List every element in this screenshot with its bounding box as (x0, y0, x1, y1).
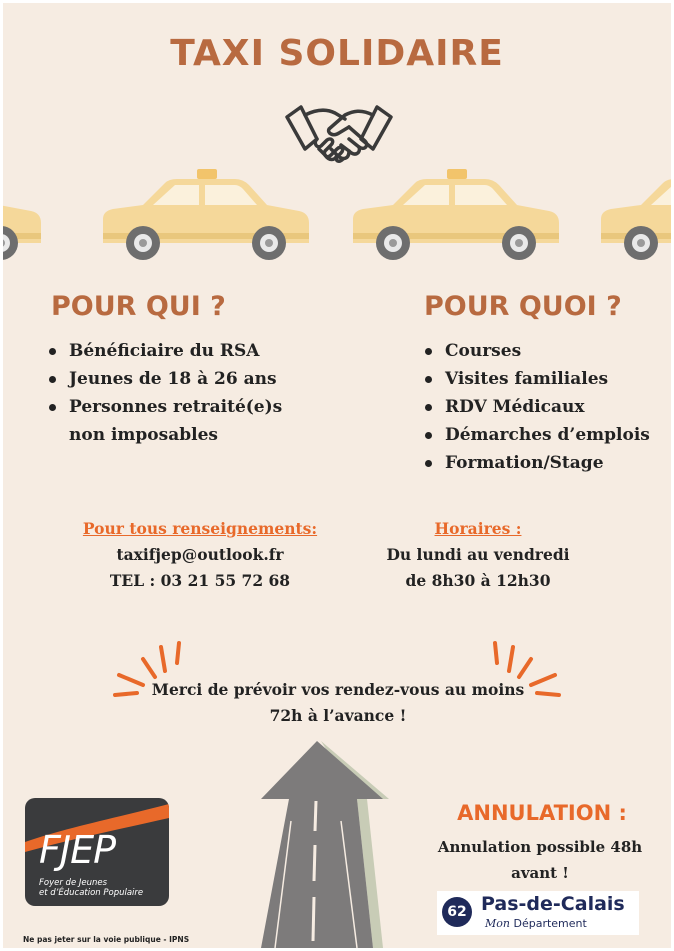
logo-name: FJEP (39, 828, 115, 872)
cancellation-heading: ANNULATION : (457, 801, 627, 825)
cancellation-text (429, 834, 651, 886)
road-arrow-icon (261, 741, 401, 948)
list-item: Bénéficiaire du RSA (47, 337, 297, 365)
cancellation-line-1: Annulation possible 48h (437, 838, 643, 856)
taxi-icon (103, 169, 309, 260)
list-item: Formation/Stage (423, 449, 663, 477)
contact-email[interactable]: taxifjep@outlook.fr (116, 545, 284, 564)
footer-note: Ne pas jeter sur la voie publique - IPNS (23, 935, 190, 944)
taxi-row (3, 163, 671, 263)
taxi-icon (3, 169, 41, 260)
pour-quoi-heading: POUR QUOI ? (424, 291, 622, 322)
hours-time: de 8h30 à 12h30 (405, 571, 551, 590)
list-item: RDV Médicaux (423, 393, 663, 421)
list-item: Personnes retraité(e)s non imposables (47, 393, 297, 449)
department-subtitle: Mon Département (485, 917, 587, 930)
taxi-icon (353, 169, 559, 260)
cancellation-line-2: avant ! (511, 864, 569, 882)
list-item: Courses (423, 337, 663, 365)
logo-subtitle: Foyer de Jeunes et d’Éducation Populaire (39, 878, 144, 898)
hours-days: Du lundi au vendredi (386, 545, 570, 564)
hours-heading: Horaires : (434, 519, 522, 538)
advance-notice (133, 677, 543, 729)
hours-block (373, 516, 583, 594)
notice-line-2: 72h à l’avance ! (269, 706, 407, 725)
fjep-logo (25, 798, 169, 906)
pour-qui-heading: POUR QUI ? (51, 291, 226, 322)
pour-qui-list (47, 337, 297, 449)
list-item: Visites familiales (423, 365, 663, 393)
handshake-icon (283, 99, 395, 171)
department-logo (437, 891, 639, 935)
contact-heading: Pour tous renseignements: (82, 519, 318, 538)
contact-block (65, 516, 335, 594)
taxi-icon (601, 169, 671, 260)
page-title: TAXI SOLIDAIRE (170, 33, 504, 74)
department-name: Pas-de-Calais (481, 893, 625, 915)
pour-quoi-list (423, 337, 663, 477)
list-item: Démarches d’emplois (423, 421, 663, 449)
contact-phone: TEL : 03 21 55 72 68 (109, 571, 291, 590)
department-number: 62 (442, 897, 472, 927)
list-item: Jeunes de 18 à 26 ans (47, 365, 297, 393)
flyer (3, 3, 671, 948)
notice-line-1: Merci de prévoir vos rendez-vous au moins (151, 680, 525, 699)
